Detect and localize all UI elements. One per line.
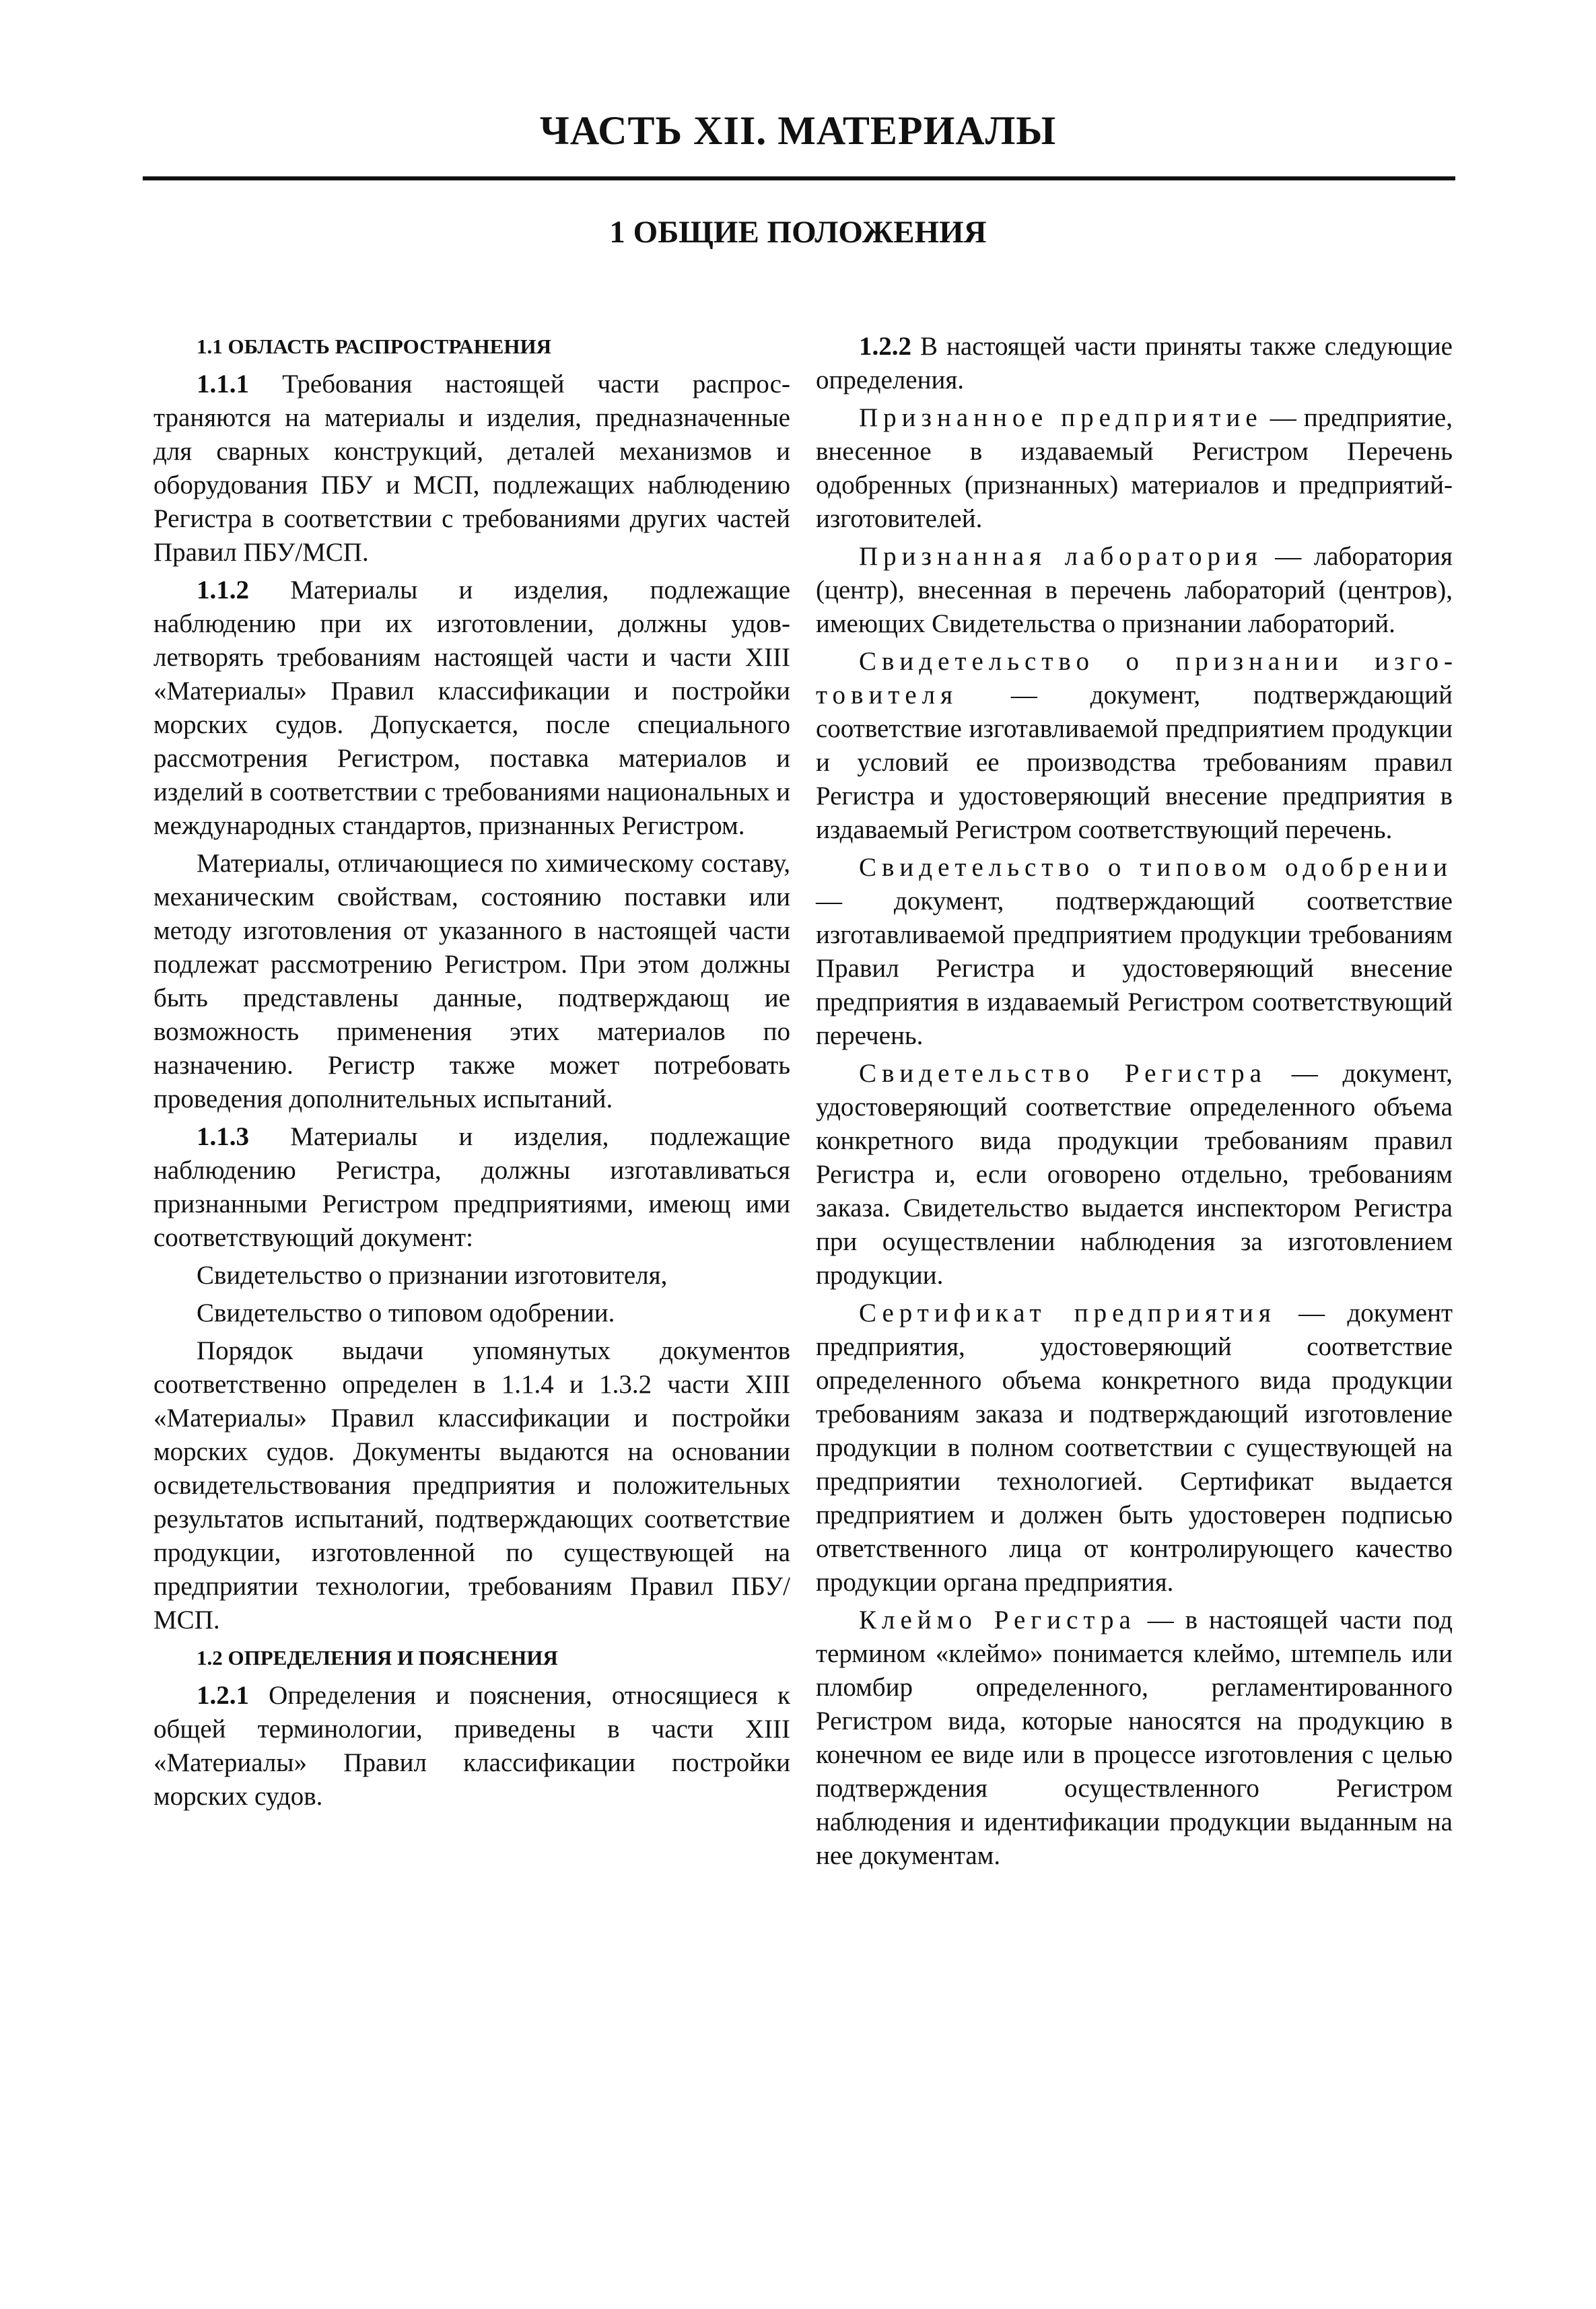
right-column (816, 330, 1453, 1877)
definition-term: Свидетельство о типовом одобрении (859, 853, 1453, 882)
list-item: Свидетельство о типовом одобрении. (197, 1299, 615, 1328)
subsection-heading-1-2: 1.2 ОПРЕДЕЛЕНИЯ И ПОЯСНЕНИЯ (197, 1646, 558, 1669)
clause-text: В настоящей части приняты также следующие определения. (816, 332, 1453, 394)
clause-number: 1.2.2 (859, 332, 911, 361)
clause-text: Определения и пояснения, относящиеся к общей терминологии, приведены в части XIII «Материалы» Правил классификации постройки морских судов. (153, 1681, 790, 1811)
definition-type-approval-certificate (816, 851, 1453, 1053)
paragraph-1-1-2-continued: Материалы, отличающиеся по химическому составу, механическим свойствам, состоянию поставки или методу изготовления от указанного в настоящей части подлежат рассмотрению Регистром. При этом должны быть представлены данные, подтверждающ ие возможность применения этих материалов по назначению. Регистр также может потребовать проведения дополнительных испытаний. (153, 849, 790, 1113)
definition-term: Клеймо Регистра (859, 1606, 1136, 1634)
definition-text: — в настоящей части под термином «клеймо» понимается клеймо, штемпель или пломбир определенного, регламентированного Регистром вида, которые наносятся на продукцию в конечном ее виде или в процессе изготовления с целью подтверждения осуществленного Регистром наблюдения и идентификации продукции выданным на нее документам. (816, 1606, 1453, 1870)
title-divider (143, 176, 1455, 180)
paragraph-1-2-2 (816, 330, 1453, 397)
definition-recognized-laboratory (816, 540, 1453, 641)
paragraph-1-1-3-continued: Порядок выдачи упомянутых документов соответственно определен в 1.1.4 и 1.3.2 части XIII «Материалы» Правил классификации и постройки морских судов. Документы выдаются на основании освидетельствования предприятия и положительных результатов испытаний, подтверждающих соответствие продукции, изготовленной по существующей на предприятии технологии, требованиям Правил ПБУ/МСП. (153, 1336, 790, 1634)
left-column (153, 330, 790, 1818)
subsection-heading-1-1: 1.1 ОБЛАСТЬ РАСПРОСТРАНЕНИЯ (197, 335, 551, 358)
definition-text: — предприятие, внесенное в издаваемый Регистром Перечень одобренных (признанных) материалов и предприятий-изготовителей. (816, 403, 1453, 533)
section-title: 1 ОБЩИЕ ПОЛОЖЕНИЯ (609, 215, 987, 250)
definition-text: — документ, удостоверяющий соответствие определенного объема конкретного вида продукции требованиям правил Регистра и, если оговорено отдельно, требованиям заказа. Свидетельство выдается инспектором Регистра при осуществлении наблюдения за изготовлением продукции. (816, 1059, 1453, 1290)
clause-number: 1.2.1 (197, 1681, 249, 1710)
definition-text: — лаборатория (центр), внесенная в перечень лабораторий (центров), имеющих Свидетельства о признании лабораторий. (816, 542, 1453, 638)
definition-term: Признанная лаборатория (859, 542, 1263, 571)
list-item: Свидетельство о признании изготовителя, (197, 1261, 668, 1290)
definition-term: Сертификат предприятия (859, 1299, 1276, 1328)
definition-register-brand (816, 1604, 1453, 1873)
clause-number: 1.1.2 (197, 576, 249, 605)
definition-term: Свидетельство о признании изготовителя (816, 647, 1453, 710)
definition-register-certificate (816, 1057, 1453, 1293)
page-title: ЧАСТЬ XII. МАТЕРИАЛЫ (539, 108, 1057, 153)
definition-recognized-enterprise (816, 401, 1453, 536)
definition-text: — документ, подтверждающий соответствие изготавливаемой предприятием продукции требованиям Правил Регистра и удостоверяющий внесение предприятия в издаваемый Регистром соответствующий перечень. (816, 887, 1453, 1050)
clause-text: Требования настоящей части распространяются на материалы и изделия, предназначенные для сварных конструкций, деталей механизмов и оборудования ПБУ и МСП, подлежащих наблюдению Регистра в соответствии с требованиями других частей Правил ПБУ/МСП. (153, 370, 790, 567)
definition-term: Признанное предприятие (859, 403, 1263, 432)
clause-text: Материалы и изделия, подлежащие наблюдению Регистра, должны изготавливаться признанными Регистром предприятиями, имеющ ими соответствующий документ: (153, 1122, 790, 1252)
paragraph-1-1-2 (153, 574, 790, 843)
definition-term: Свидетельство Регистра (859, 1059, 1267, 1088)
definition-manufacturer-recognition-certificate (816, 645, 1453, 847)
clause-number: 1.1.1 (197, 370, 249, 399)
paragraph-1-1-3 (153, 1120, 790, 1255)
definition-text: — документ предприятия, удостоверяющий соответствие определенного объема конкретного вида продукции требованиям заказа и подтверждающий изготовление продукции в полном соответствии с существующей на предприятии технологией. Сертификат выдается предприятием и должен быть удостоверен подписью ответственного лица от контролирующего качество продукции органа предприятия. (816, 1299, 1453, 1597)
paragraph-1-2-1 (153, 1679, 790, 1814)
clause-number: 1.1.3 (197, 1122, 249, 1151)
definition-enterprise-certificate (816, 1297, 1453, 1599)
clause-text: Материалы и изделия, подлежащие наблюдению при их изготовлении, должны удовлетворять требованиям настоящей части и части XIII «Материалы» Правил классификации и постройки морских судов. Допускается, после специального рассмотрения Регистром, поставка материалов и изделий в соответствии с требованиями национальных и международных стандартов, признанных Регистром. (153, 576, 790, 840)
paragraph-1-1-1 (153, 368, 790, 570)
definition-text: — документ, подтверждающий соответствие изготавливаемой предприятием продукции и условий ее производства требованиям правил Регистра и удостоверяющий внесение предприятия в издаваемый Регистром соответствующий перечень. (816, 681, 1453, 844)
